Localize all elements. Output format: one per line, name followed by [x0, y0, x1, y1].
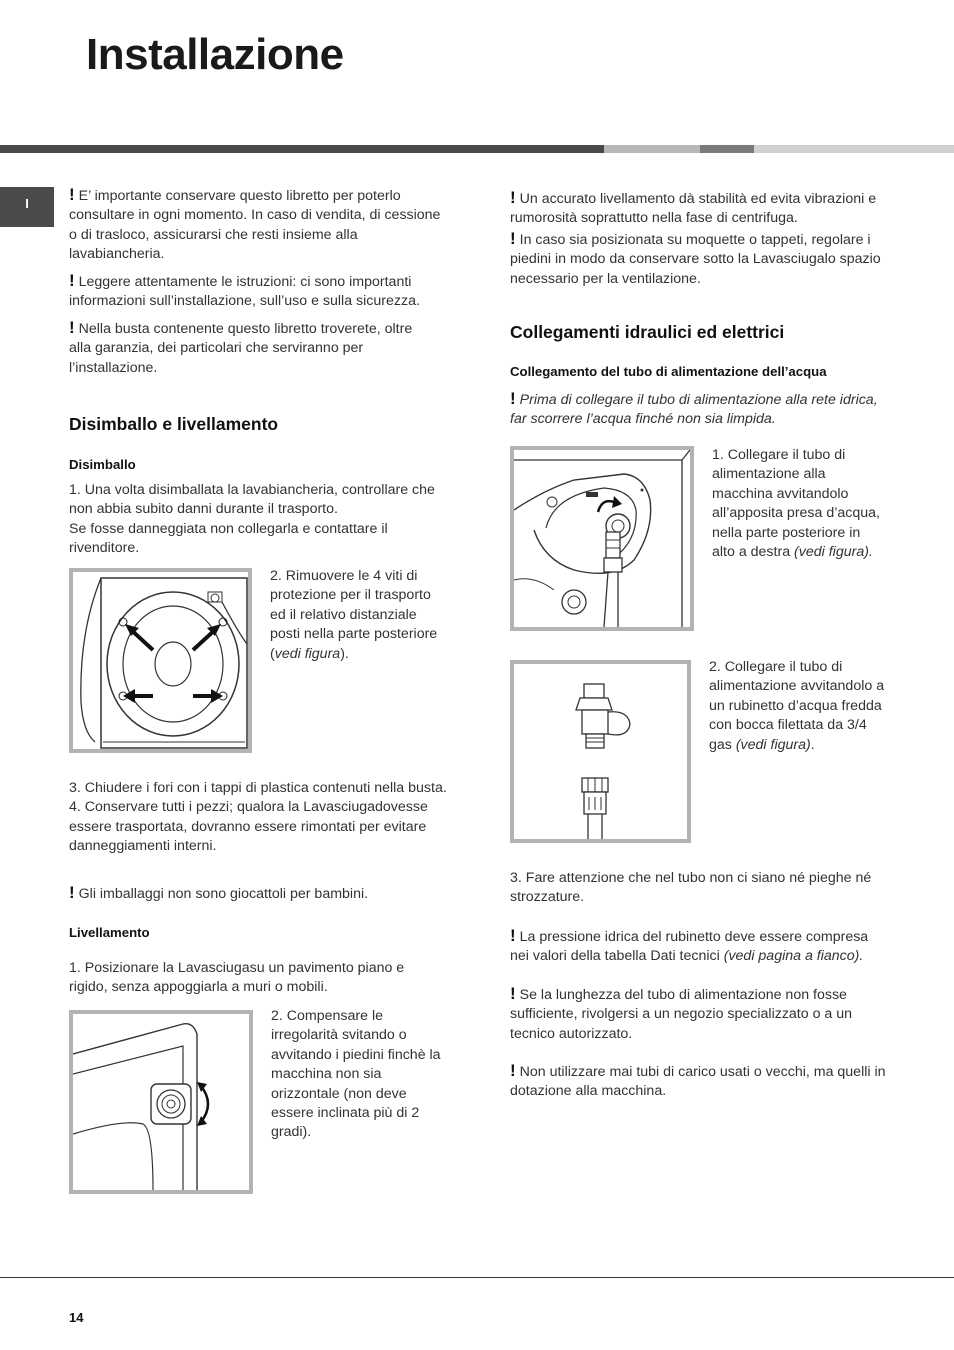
collegamento-step-2: 2. Collegare il tubo di alimentazione avvitandolo a un rubinetto d’acqua fredda con bocca filettata da 3/4 gas (vedi figura). — [709, 659, 885, 753]
disimballo-step-1: 1. Una volta disimballata la lavabiancheria, controllare che non abbia subito danni durante il trasporto. Se fosse danneggiata non collegarla e contattare il rivenditore. — [69, 482, 435, 557]
language-tab: I — [0, 187, 54, 227]
water-inlet-illustration — [514, 450, 690, 627]
page-number: 14 — [69, 1310, 84, 1325]
warning-mark: ! — [510, 389, 516, 408]
warning-mark: ! — [510, 228, 516, 248]
leveling-foot-illustration — [73, 1014, 249, 1190]
figure-tap-connection — [510, 660, 691, 843]
warning-mark: ! — [69, 271, 75, 290]
warning-mark: ! — [510, 984, 516, 1003]
right-note-5: ! Se la lunghezza del tubo di alimentazione non fosse sufficiente, rivolgersi a un negozio specializzato o a un tecnico autorizzato. — [510, 984, 853, 1042]
header-bar-light — [754, 145, 954, 153]
subsection-tubo-alimentazione: Collegamento del tubo di alimentazione dell’acqua — [510, 364, 827, 379]
subsection-disimballo: Disimballo — [69, 457, 136, 472]
figure-water-inlet — [510, 446, 694, 631]
disimballo-step-3-4: 3. Chiudere i fori con i tappi di plastica contenuti nella busta. 4. Conservare tutti i pezzi; qualora la Lavasciugadovesse essere trasportata, dovranno essere rimontati per evitare danneggiamenti interni. — [69, 780, 447, 855]
warning-mark: ! — [510, 188, 516, 207]
section-title-collegamenti: Collegamenti idraulici ed elettrici — [510, 322, 785, 342]
subsection-livellamento: Livellamento — [69, 925, 150, 940]
right-note-4: ! La pressione idrica del rubinetto deve essere compresa nei valori della tabella Dati tecnici (vedi pagina a fianco). — [510, 926, 869, 965]
footer-rule — [0, 1277, 954, 1278]
left-note-3: ! Nella busta contenente questo libretto troverete, oltre alla garanzia, dei particolari che serviranno per l’installazione. — [69, 318, 413, 376]
figure-leveling-feet — [69, 1010, 253, 1194]
page-title: Installazione — [86, 30, 344, 79]
left-note-1: ! E’ importante conservare questo libretto per poterlo consultare in ogni momento. In caso di vendita, di cessione o di trasloco, assicurarsi che resti insieme alla lavabiancheria. — [69, 185, 441, 263]
header-bar-dark2 — [700, 145, 754, 153]
disimballo-step-2: 2. Rimuovere le 4 viti di protezione per il trasporto ed il relativo distanziale posti nella parte posteriore (vedi figura). — [270, 568, 438, 662]
warning-mark: ! — [69, 318, 75, 337]
left-note-4: ! Gli imballaggi non sono giocattoli per bambini. — [69, 883, 369, 902]
collegamento-step-1: 1. Collegare il tubo di alimentazione alla macchina avvitandolo all’apposita presa d’acqua, nella parte posteriore in alto a destra (vedi figura). — [712, 447, 880, 561]
right-note-1: ! Un accurato livellamento dà stabilità ed evita vibrazioni e rumorosità soprattutto nella fase di centrifuga. ! In caso sia posizionata su moquette o tappeti, regolare i piedini in modo da conservare sotto la Lavasciugalo spazio necessario per la ventilazione. — [510, 188, 881, 287]
left-note-2: ! Leggere attentamente le istruzioni: ci sono importanti informazioni sull’installazione, sull’uso e sulla sicurezza. — [69, 271, 420, 310]
warning-mark: ! — [69, 883, 75, 902]
section-title-disimballo: Disimballo e livellamento — [69, 414, 279, 434]
header-bar-dark — [0, 145, 604, 153]
warning-mark: ! — [510, 1061, 516, 1080]
washer-rear-illustration — [73, 572, 248, 749]
warning-mark: ! — [510, 926, 516, 945]
livellamento-step-2: 2. Compensare le irregolarità svitando o avvitando i piedini finchè la macchina non sia orizzontale (non deve essere inclinata più di 2 gradi). — [271, 1008, 441, 1141]
right-note-3: ! Prima di collegare il tubo di alimentazione alla rete idrica, far scorrere l’acqua finché non sia limpida. — [510, 389, 878, 428]
right-note-6: ! Non utilizzare mai tubi di carico usati o vecchi, ma quelli in dotazione alla macchina. — [510, 1061, 886, 1100]
collegamento-step-3: 3. Fare attenzione che nel tubo non ci siano né pieghe né strozzature. — [510, 870, 872, 906]
livellamento-step-1: 1. Posizionare la Lavasciugasu un pavimento piano e rigido, senza appoggiarla a muri o mobili. — [69, 960, 405, 996]
figure-rear-screws — [69, 568, 252, 753]
header-bar-mid — [604, 145, 700, 153]
tap-connection-illustration — [514, 664, 687, 839]
warning-mark: ! — [69, 185, 75, 204]
